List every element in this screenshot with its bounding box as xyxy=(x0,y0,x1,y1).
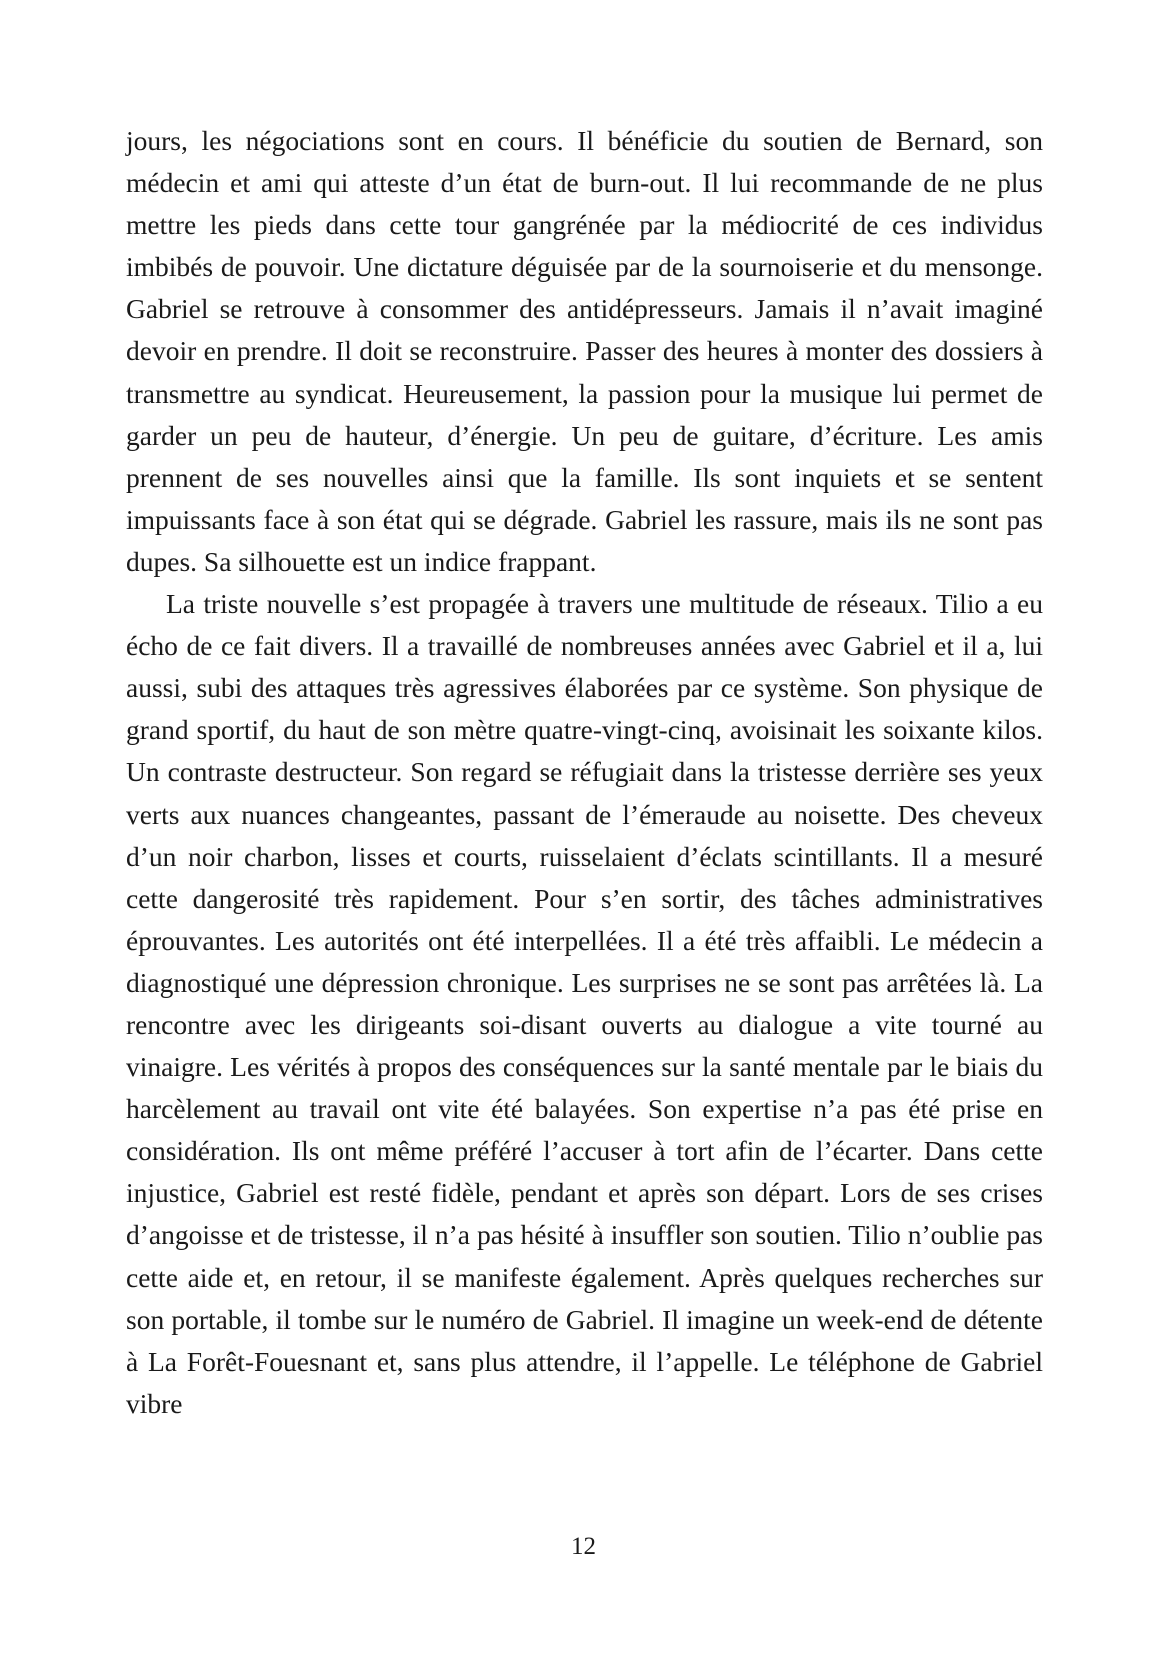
page-number: 12 xyxy=(571,1533,596,1560)
paragraph-2: La triste nouvelle s’est propagée à travers une multitude de réseaux. Tilio a eu écho de ce fait divers. Il a travaillé de nombreuses années avec Gabriel et il a, lui aussi, subi des attaques très agressives élaborées par ce système. Son physique de grand sportif, du haut de son mètre quatre-vingt-cinq, avoisinait les soixante kilos. Un contraste destructeur. Son regard se réfugiait dans la tristesse derrière ses yeux verts aux nuances changeantes, passant de l’émeraude au noisette. Des cheveux d’un noir charbon, lisses et courts, ruisselaient d’éclats scintillants. Il a mesuré cette dangerosité très rapidement. Pour s’en sortir, des tâches administratives éprouvantes. Les autorités ont été interpellées. Il a été très affaibli. Le médecin a diagnostiqué une dépression chronique. Les surprises ne se sont pas arrêtées là. La rencontre avec les dirigeants soi-disant ouverts au dialogue a vite tourné au vinaigre. Les vérités à propos des conséquences sur la santé mentale par le biais du harcèlement au travail ont vite été balayées. Son expertise n’a pas été prise en considération. Ils ont même préféré l’accuser à tort afin de l’écarter. Dans cette injustice, Gabriel est resté fidèle, pendant et après son départ. Lors de ses crises d’angoisse et de tristesse, il n’a pas hésité à insuffler son soutien. Tilio n’oublie pas cette aide et, en retour, il se manifeste également. Après quelques recherches sur son portable, il tombe sur le numéro de Gabriel. Il imagine un week-end de détente à La Forêt-Fouesnant et, sans plus attendre, il l’appelle. Le téléphone de Gabriel vibre xyxy=(126,588,1043,1419)
body-text xyxy=(126,120,1043,1425)
paragraph-1: jours, les négociations sont en cours. Il bénéficie du soutien de Bernard, son médecin et ami qui atteste d’un état de burn-out. Il lui recommande de ne plus mettre les pieds dans cette tour gangrénée par la médiocrité de ces individus imbibés de pouvoir. Une dictature déguisée par de la sournoiserie et du mensonge. Gabriel se retrouve à consommer des antidépresseurs. Jamais il n’avait imaginé devoir en prendre. Il doit se reconstruire. Passer des heures à monter des dossiers à transmettre au syndicat. Heureusement, la passion pour la musique lui permet de garder un peu de hauteur, d’énergie. Un peu de guitare, d’écriture. Les amis prennent de ses nouvelles ainsi que la famille. Ils sont inquiets et se sentent impuissants face à son état qui se dégrade. Gabriel les rassure, mais ils ne sont pas dupes. Sa silhouette est un indice frappant. xyxy=(126,125,1043,577)
